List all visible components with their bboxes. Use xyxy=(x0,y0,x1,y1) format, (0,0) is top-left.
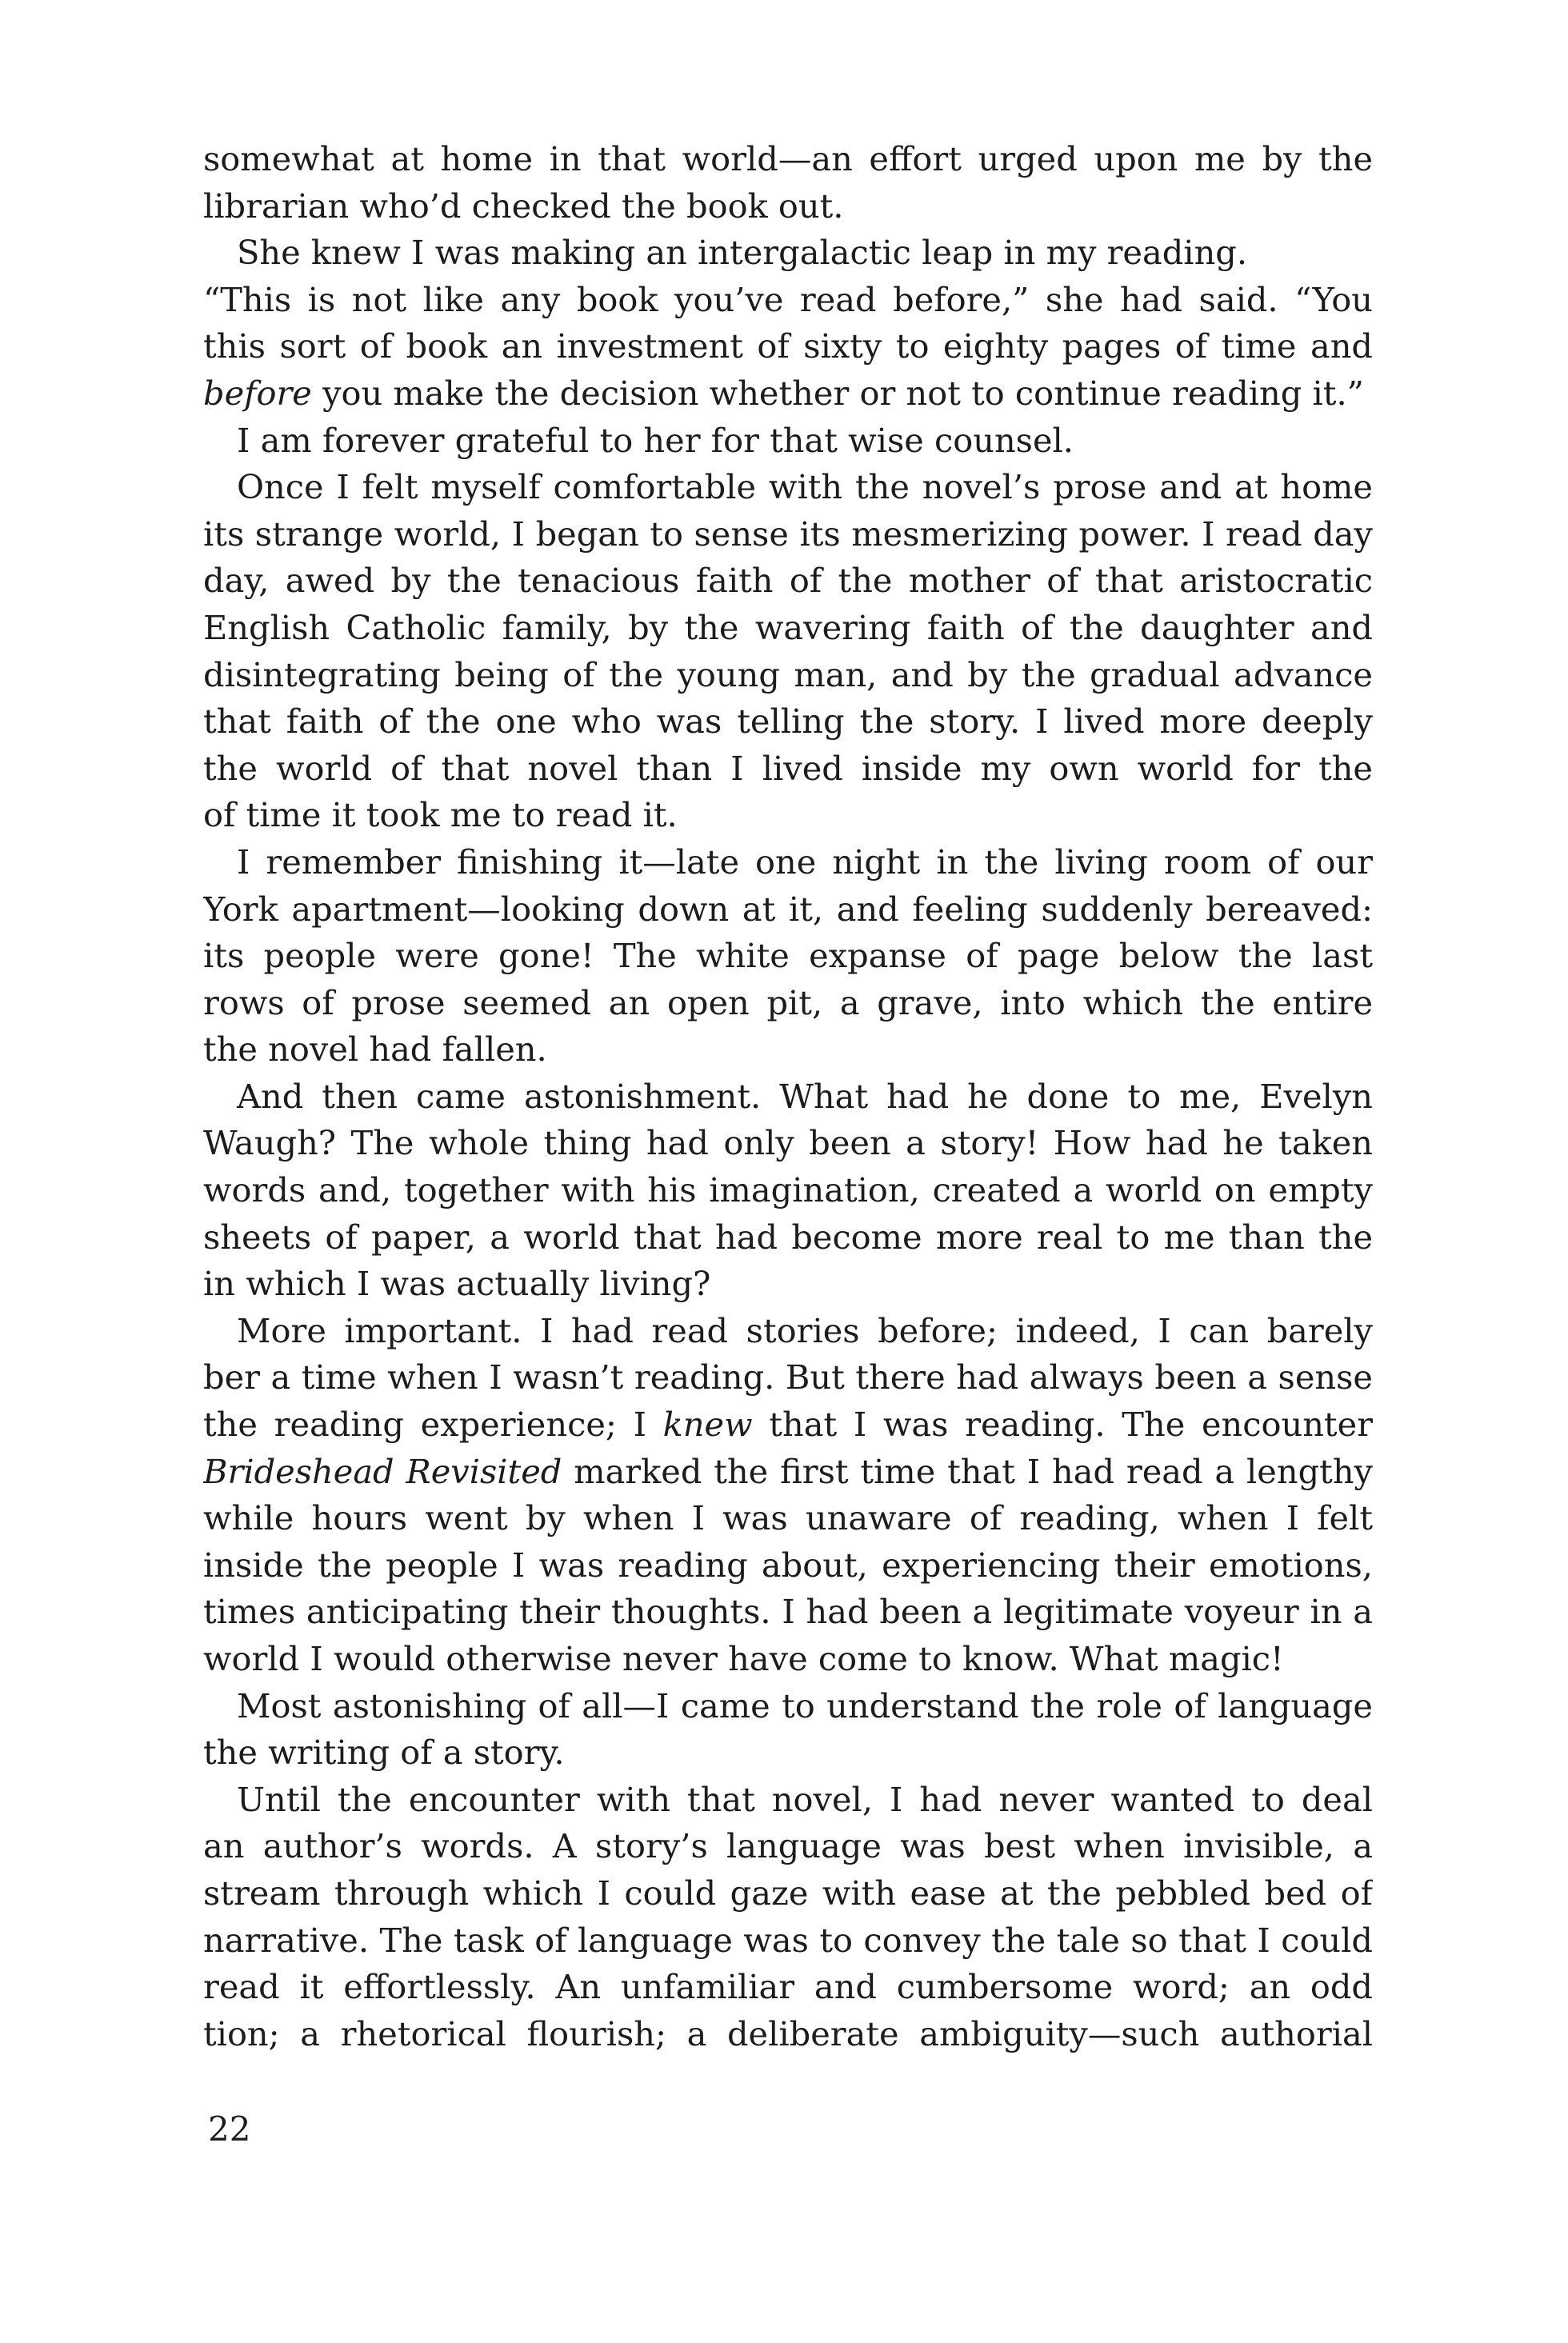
text-line: in which I was actually living? xyxy=(203,1264,711,1304)
text-line: I am forever grateful to her for that wise counsel. xyxy=(237,420,1074,460)
text-line: the novel had fallen. xyxy=(203,1030,547,1070)
text-line: read it effortlessly. An unfamiliar and cumbersome word; an odd xyxy=(203,1967,1373,2007)
italic-text: Brideshead Revisited xyxy=(203,1451,562,1491)
text-line: this sort of book an investment of sixty to eighty pages of time and xyxy=(203,326,1373,366)
text-line: I remember finishing it—late one night in the living room of our xyxy=(237,842,1373,882)
text-line: while hours went by when I was unaware of reading, when I felt xyxy=(203,1498,1373,1538)
text-line: Most astonishing of all—I came to understand the role of language xyxy=(237,1685,1373,1725)
text-line: “This is not like any book you’ve read before,” she had said. “You xyxy=(203,279,1373,319)
text-line: Waugh? The whole thing had only been a story! How had he taken xyxy=(203,1123,1373,1163)
text-line: Until the encounter with that novel, I had never wanted to deal xyxy=(237,1779,1373,1819)
text-line: stream through which I could gaze with ease at the pebbled bed of xyxy=(203,1873,1373,1913)
text-line: an author’s words. A story’s language was best when invisible, a xyxy=(203,1826,1373,1866)
text-line: rows of prose seemed an open pit, a grave, into which the entire xyxy=(203,982,1373,1022)
text-line: English Catholic family, by the wavering faith of the daughter and xyxy=(203,607,1373,647)
text-line: somewhat at home in that world—an effort urged upon me by the xyxy=(203,139,1373,178)
text-line: times anticipating their thoughts. I had been a legitimate voyeur in a xyxy=(203,1592,1373,1632)
text-line: She knew I was making an intergalactic leap in my reading. xyxy=(237,233,1248,273)
text-line: Once I felt myself comfortable with the novel’s prose and at home xyxy=(237,467,1373,507)
text-line: inside the people I was reading about, experiencing their emotions, xyxy=(203,1545,1373,1585)
text-line: world I would otherwise never have come to know. What magic! xyxy=(203,1639,1284,1678)
text-line: librarian who’d checked the book out. xyxy=(203,186,844,226)
text-line: sheets of paper, a world that had become more real to me than the xyxy=(203,1217,1373,1257)
text-line: York apartment—looking down at it, and feeling suddenly bereaved: xyxy=(203,889,1373,929)
text-line: day, awed by the tenacious faith of the mother of that aristocratic xyxy=(203,561,1373,601)
body-text xyxy=(203,136,1373,2057)
text-line: disintegrating being of the young man, and by the gradual advance xyxy=(203,654,1373,694)
text-line: its strange world, I began to sense its mesmerizing power. I read day xyxy=(203,514,1373,554)
text-line: its people were gone! The white expanse of page below the last xyxy=(203,936,1373,976)
text-line: And then came astonishment. What had he done to me, Evelyn xyxy=(237,1076,1373,1116)
text-line: words and, together with his imagination, created a world on empty xyxy=(203,1170,1373,1210)
italic-text: before xyxy=(203,373,312,413)
text-line: Brideshead Revisited marked the first time that I had read a lengthy xyxy=(203,1451,1373,1491)
text-line: More important. I had read stories before; indeed, I can barely xyxy=(237,1310,1373,1350)
text-line: of time it took me to read it. xyxy=(203,795,678,835)
text-line: the writing of a story. xyxy=(203,1733,565,1773)
text-line: narrative. The task of language was to convey the tale so that I could xyxy=(203,1920,1373,1960)
text-line: tion; a rhetorical flourish; a deliberate ambiguity—such authorial xyxy=(203,2013,1373,2053)
text-line: that faith of the one who was telling the story. I lived more deeply xyxy=(203,702,1373,742)
text-line: the reading experience; I knew that I was reading. The encounter xyxy=(203,1405,1373,1445)
page-number: 22 xyxy=(208,2109,251,2149)
text-line: ber a time when I wasn’t reading. But there had always been a sense xyxy=(203,1357,1373,1397)
text-line: before you make the decision whether or not to continue reading it.” xyxy=(203,373,1364,413)
italic-text: knew xyxy=(662,1405,753,1445)
text-line: the world of that novel than I lived inside my own world for the xyxy=(203,748,1373,788)
